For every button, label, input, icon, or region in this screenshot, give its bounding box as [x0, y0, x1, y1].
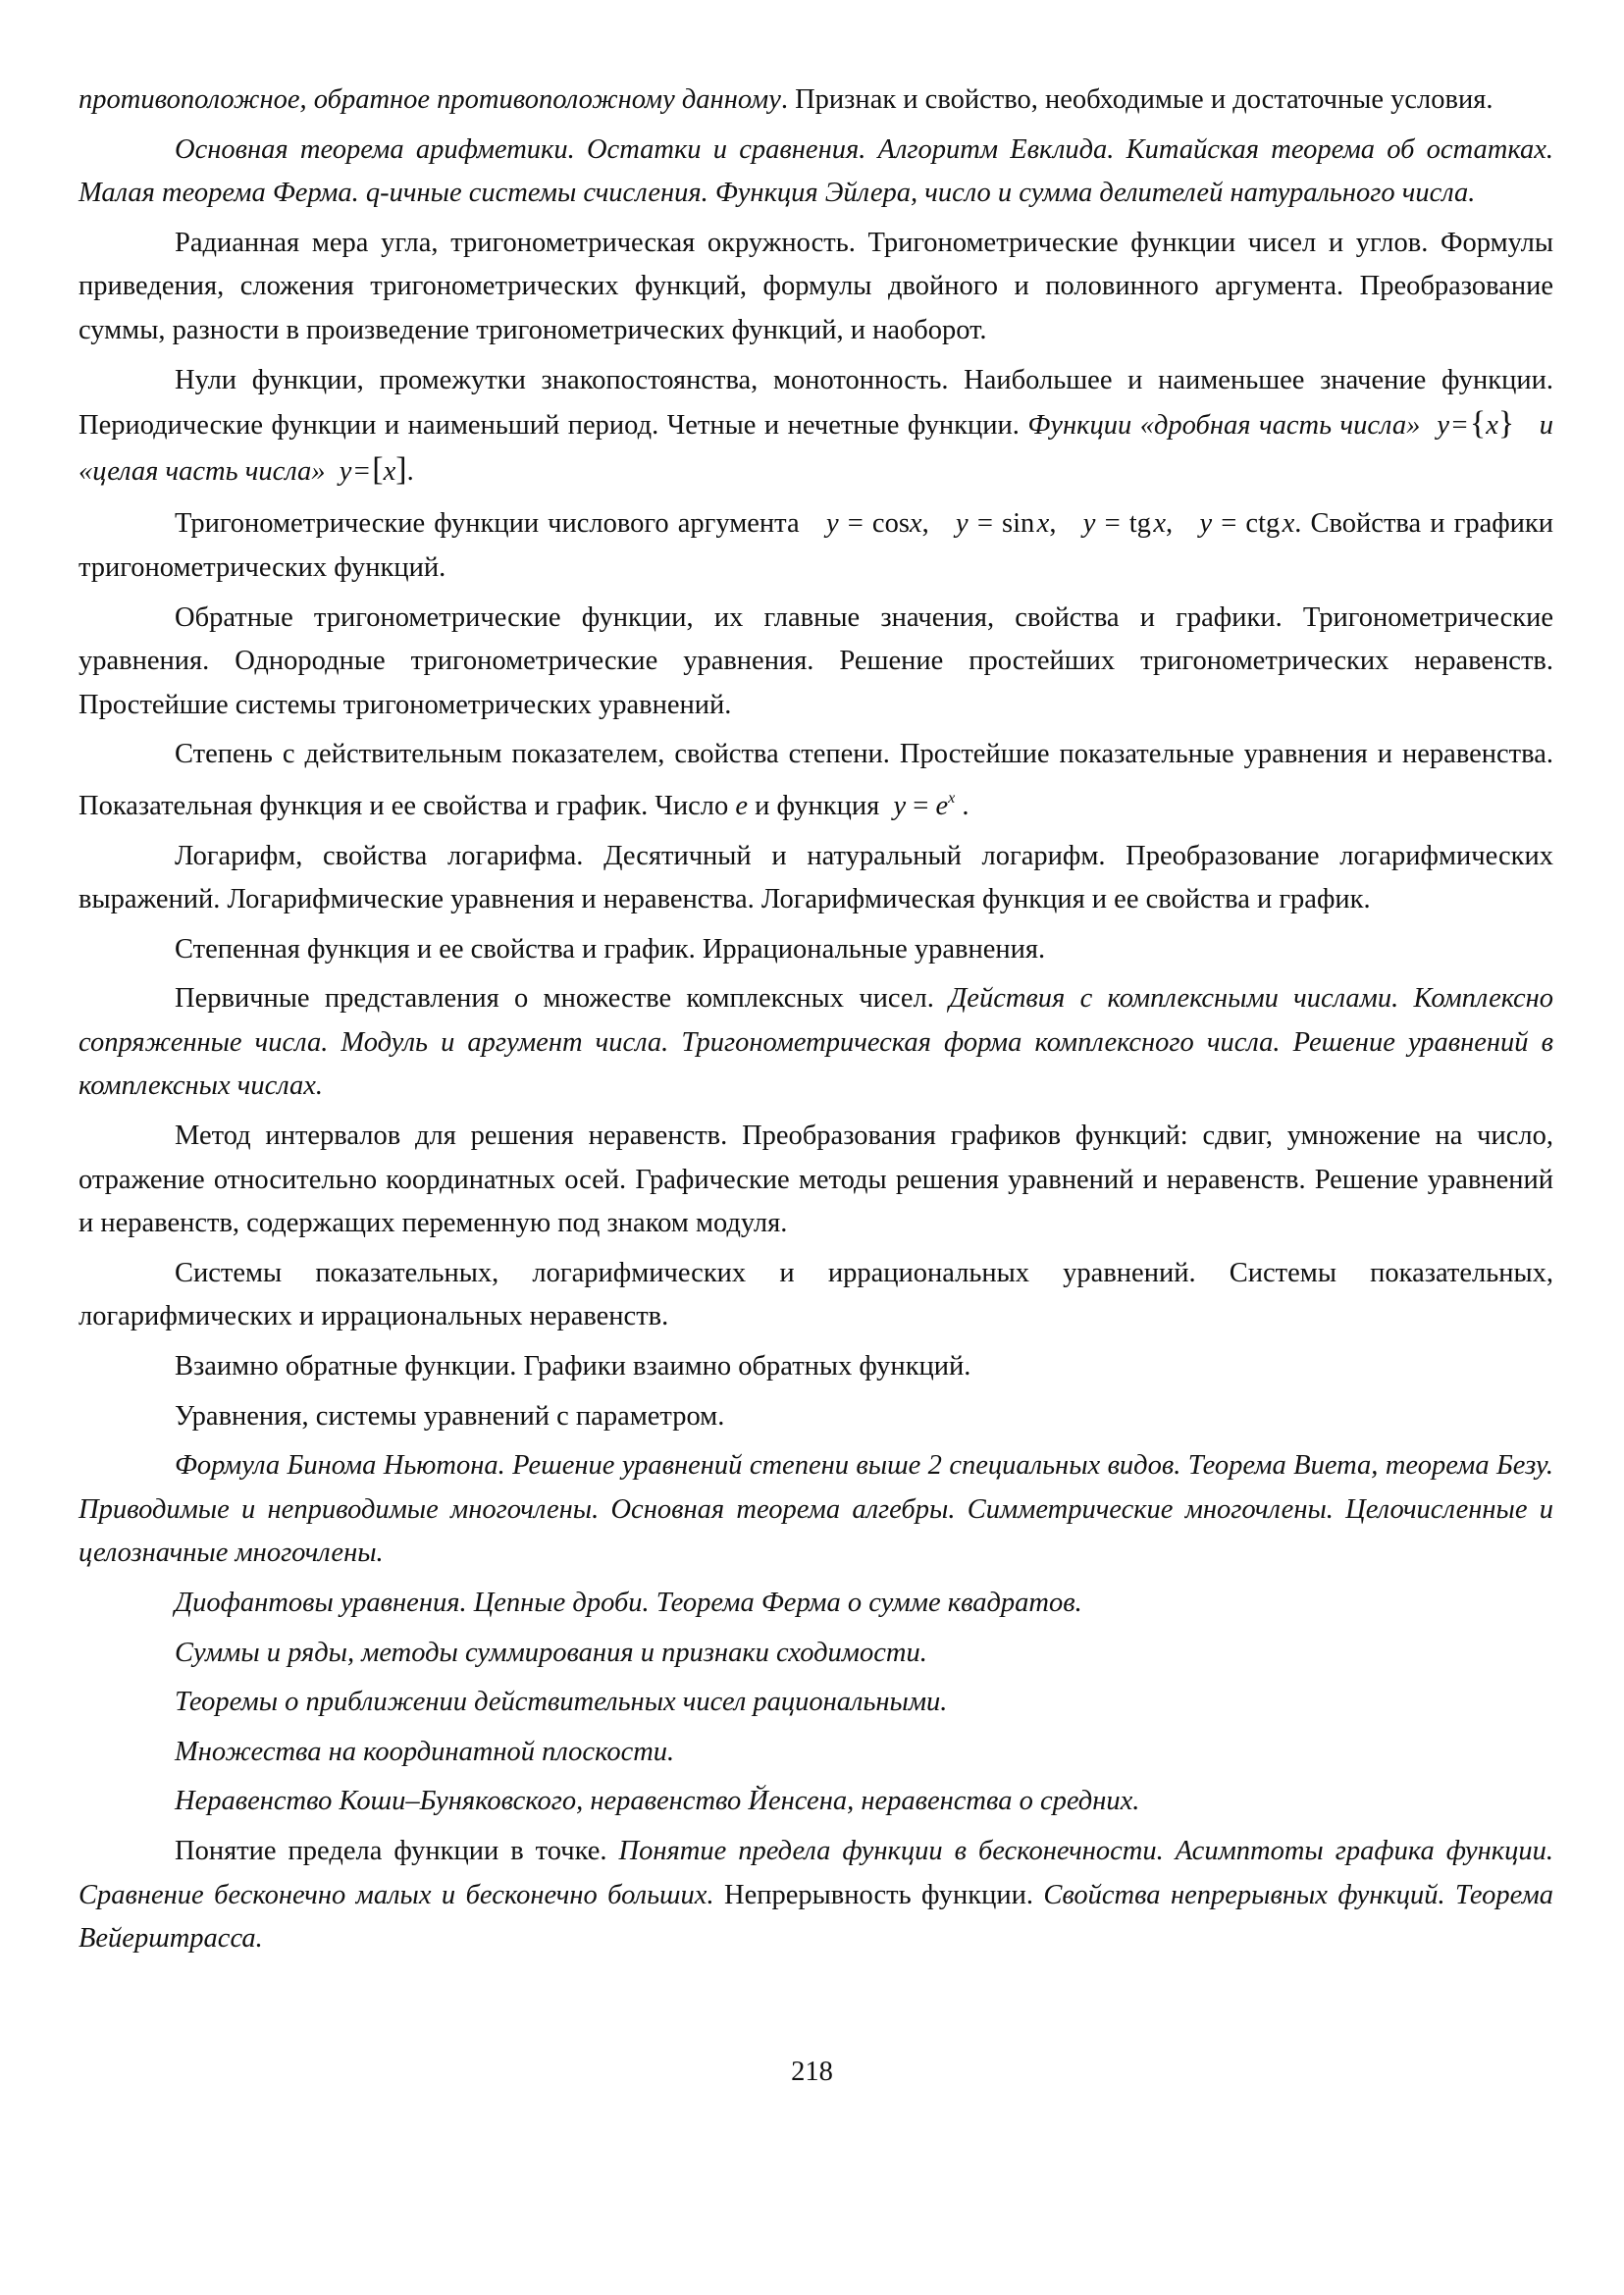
text: Понятие предела функции в точке. — [175, 1835, 607, 1866]
paragraph-logarithm — [79, 835, 1553, 922]
paragraph-limits — [79, 1830, 1553, 1961]
paragraph-logic — [79, 78, 1553, 123]
text: Степень с действительным показателем, свойства степени. Простейшие показательные уравнения и неравенства. Показательная функция и ее свойства и график. Число — [79, 739, 1553, 821]
text: Нули функции, промежутки знакопостоянства, монотонность. Наибольшее и наименьшее значение функции. Периодические функции и наименьший период. Четные и нечетные функции. — [79, 364, 1553, 442]
text: Взаимно обратные функции. Графики взаимно обратных функций. — [175, 1351, 971, 1382]
paragraph-systems — [79, 1252, 1553, 1339]
formula-cos: y = cosx — [825, 508, 922, 540]
italic-text: Понятие предела функции в бесконечности. Асимптоты графика функции. Сравнение бесконечно малых и бесконечно больших. — [79, 1835, 1553, 1910]
italic-text: Основная теорема арифметики. Остатки и сравнения. Алгоритм Евклида. Китайская теорема об остатках. Малая теорема Ферма. q-ичные системы счисления. Функция Эйлера, число и сумма делителей натурального числа. — [79, 133, 1553, 209]
text: Логарифм, свойства логарифма. Десятичный и натуральный логарифм. Преобразование логарифмических выражений. Логарифмические уравнения и неравенства. Логарифмическая функция и ее свойства и график. — [79, 840, 1553, 915]
paragraph-binomial — [79, 1444, 1553, 1576]
formula-ctg: y = ctg x — [1199, 508, 1295, 540]
paragraph-number-theory — [79, 129, 1553, 216]
formula-exp: $y = e^x$ — [893, 789, 956, 821]
formula-sin: y = sin x — [956, 508, 1050, 540]
text: Степенная функция и ее свойства и график. Иррациональные уравнения. — [175, 933, 1046, 965]
paragraph-inverse-functions — [79, 1345, 1553, 1389]
paragraph-function-properties — [79, 359, 1553, 495]
italic-text: Суммы и ряды, методы суммирования и признаки сходимости. — [175, 1637, 927, 1668]
italic-text: Неравенство Коши–Буняковского, неравенство Йенсена, неравенства о средних. — [175, 1786, 1140, 1817]
italic-text: Формула Бинома Ньютона. Решение уравнений степени выше 2 специальных видов. Теорема Виета, теорема Безу. Приводимые и неприводимые многочлены. Основная теорема алгебры. Симметрические многочлены. Целочисленные и целозначные многочлены. — [79, 1450, 1553, 1569]
italic-text: Множества на координатной плоскости. — [175, 1736, 675, 1767]
paragraph-trig-measure — [79, 222, 1553, 353]
text: и функция — [755, 790, 880, 821]
document-page — [79, 78, 1553, 1961]
paragraph-series — [79, 1632, 1553, 1676]
italic-text: Теоремы о приближении действительных чисел рациональными. — [175, 1687, 948, 1718]
formula-tg: y = tg x — [1082, 508, 1166, 540]
text: Уравнения, системы уравнений с параметром. — [175, 1400, 725, 1432]
italic-text: противоположное, обратное противоположному данному — [79, 84, 781, 115]
text: Системы показательных, логарифмических и иррациональных уравнений. Системы показательных, логарифмических и иррациональных неравенств. — [79, 1257, 1553, 1332]
italic-text: Диофантовы уравнения. Цепные дроби. Теорема Ферма о сумме квадратов. — [175, 1588, 1082, 1618]
italic-text: Свойства непрерывных функций. Теорема Вейерштрасса. — [79, 1879, 1554, 1955]
text: . — [406, 455, 414, 487]
paragraph-inequalities — [79, 1780, 1553, 1824]
paragraph-intervals — [79, 1115, 1553, 1246]
paragraph-exponent — [79, 733, 1553, 828]
paragraph-inverse-trig — [79, 597, 1553, 728]
text: Тригонометрические функции числового аргумента — [175, 508, 800, 540]
text: Радианная мера угла, тригонометрическая окружность. Тригонометрические функции чисел и углов. Формулы приведения, сложения тригонометрических функций, формулы двойного и половинного аргумента. Преобразование суммы, разности в произведение тригонометрических функций, и наоборот. — [79, 227, 1553, 345]
formula-fractional-part: y = {x} — [1437, 405, 1515, 443]
text: Метод интервалов для решения неравенств. Преобразования графиков функций: сдвиг, умножение на число, отражение относительно координатных осей. Графические методы решения уравнений и неравенств. Решение уравнений и неравенств, содержащих переменную под знаком модуля. — [79, 1121, 1553, 1239]
paragraph-plane-sets — [79, 1731, 1553, 1775]
paragraph-parameters — [79, 1395, 1553, 1439]
text: Непрерывность функции. — [724, 1879, 1033, 1910]
page-number: 218 — [791, 2057, 833, 2087]
paragraph-diophantine — [79, 1582, 1553, 1626]
text: Обратные тригонометрические функции, их главные значения, свойства и графики. Тригонометрические уравнения. Однородные тригонометрические уравнения. Решение простейших тригонометрических неравенств. Простейшие системы тригонометрических уравнений. — [79, 601, 1553, 720]
italic-text: Функции «дробная часть числа» — [1027, 410, 1421, 442]
paragraph-power-function — [79, 928, 1553, 972]
paragraph-trig-functions: Тригонометрические функции числового аргумента y = cosx, y = sin x, y = tg x, y = ctg x. Свойства и графики тригонометрических функций. — [79, 508, 1554, 583]
text: . — [962, 790, 969, 821]
italic-text: Действия с комплексными числами. Комплексно сопряженные числа. Модуль и аргумент числа. Тригонометрическая форма комплексного числа. Решение уравнений в комплексных числах. — [79, 983, 1553, 1102]
paragraph-approximation — [79, 1681, 1553, 1725]
text: Первичные представления о множестве комплексных чисел. — [175, 983, 934, 1015]
math-e: e — [735, 790, 749, 821]
paragraph-complex-numbers — [79, 977, 1553, 1109]
text: . Признак и свойство, необходимые и достаточные условия. — [780, 84, 1493, 115]
text: . Свойства и графики тригонометрических функций. — [79, 508, 1554, 583]
formula-integer-part: y = [x] — [339, 450, 407, 488]
italic-text: и «целая часть числа» — [79, 410, 1554, 487]
